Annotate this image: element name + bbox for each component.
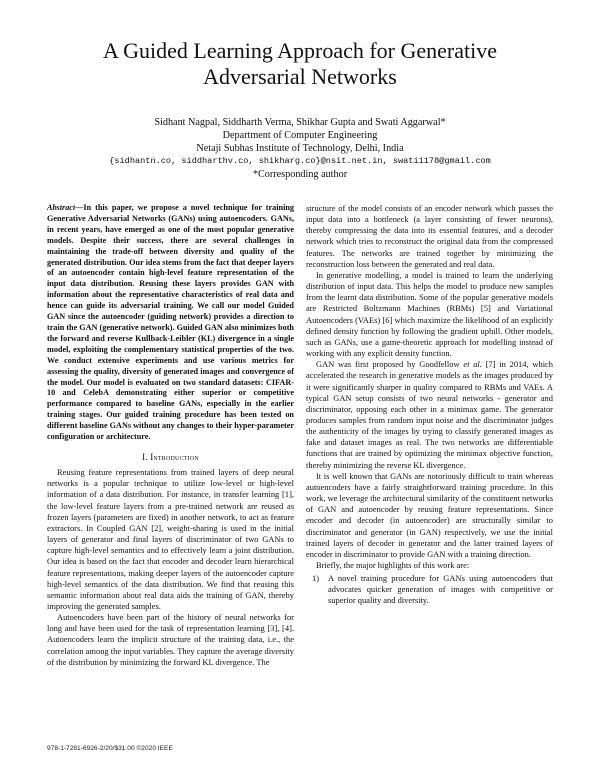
highlight-list-item-1: [306, 573, 553, 606]
institute: Netaji Subhas Institute of Technology, Delhi, India: [196, 143, 404, 154]
intro-paragraph-6: It is well known that GANs are notoriously difficult to train whereas autoencoders have a fairly straightforward training procedure. In this work, we leverage the architectural similarity of the constituent networks of GAN and autoencoder by reusing feature representations. Since encoder and decoder (in autoencoder) are structurally similar to discriminator and generator (in GAN) respectively, we use the initial trained layers of decoder in generator and the latter trained layers of encoder in discriminator to provide GAN with a training direction.: [306, 470, 553, 559]
author-names: Sidhant Nagpal, Siddharth Verma, Shikhar Gupta and Swati Aggarwal*: [154, 117, 446, 128]
right-column: [306, 203, 553, 607]
section-numeral: I.: [142, 451, 148, 462]
author-emails: {sidhantn.co, siddharthv.co, shikharg.co}@nsit.net.in, swati1178@gmail.com: [109, 156, 491, 166]
intro-paragraph-3: structure of the model consists of an encoder network which passes the input data into a bottleneck (a layer consisting of fewer neurons), thereby compressing the data into its essential features, and a decoder network which tries to reconstruct the original data from the compressed features. The networks are trained together by minimizing the reconstruction loss between the generated and real data.: [306, 203, 553, 269]
intro-paragraph-5: [306, 359, 553, 471]
et-al: et al.: [463, 359, 482, 370]
list-number: 1): [312, 573, 320, 584]
title-line-1: A Guided Learning Approach for Generative: [102, 38, 498, 63]
list-text: A novel training procedure for GANs using autoencoders that advocates quicker generation of images with competitive or superior quality and diversity.: [328, 573, 553, 606]
section-title: Introduction: [150, 451, 199, 462]
copyright-footer: 978-1-7281-6926-2/20/$31.00 ©2020 IEEE: [47, 745, 173, 752]
abstract-lead: Abstract: [47, 203, 76, 212]
para5-start: GAN was first proposed by Goodfellow: [316, 359, 464, 370]
author-block: [0, 116, 600, 181]
intro-paragraph-7: Briefly, the major highlights of this work are:: [316, 560, 470, 570]
intro-paragraph-2: Autoencoders have been part of the history of neural networks for long and have been used for the task of representation learning [3], [4]. Autoencoders learn the implicit structure of the training data, i.e., the correlation among the input variables. They capture the average diversity of the distribution by minimizing the forward KL divergence. The: [47, 612, 294, 667]
title-line-2: Adversarial Networks: [203, 64, 397, 89]
paper-title: [0, 38, 600, 90]
corresponding-author-note: *Corresponding author: [252, 169, 348, 180]
abstract: [47, 203, 294, 443]
left-column: [47, 203, 294, 668]
department: Department of Computer Engineering: [222, 130, 378, 141]
abstract-body: —In this paper, we propose a novel technique for training Generative Adversarial Networks (GANs) using autoencoders. GANs, in recent years, have emerged as one of the most popular generative models. Despite their success, there are several challenges in maintaining the trade-off between diversity and quality of the generated distribution. Our idea stems from the fact that deeper layers of an autoencoder contain high-level feature representation of the input data distribution. Reusing these layers provides GAN with information about the representative characteristics of real data and hence can guide its adversarial training. We call our model Guided GAN since the autoencoder (guiding network) provides a direction to train the GAN (generative network). Guided GAN also minimizes both the forward and reverse Kullback-Leibler (KL) divergence in a single model, exploiting the complementary statistical properties of the two. We conduct extensive experiments and use various metrics for assessing the quality, diversity of generated images and convergence of the model. Our model is evaluated on two standard datasets: CIFAR-10 and CelebA demonstrating either superior or competitive performance compared to baseline GANs, especially in the earlier training stages. Our guided training procedure has been tested on different baseline GANs without any changes to their hyper-parameter configuration or architecture.: [47, 203, 294, 442]
section-heading-introduction: [47, 452, 294, 463]
intro-paragraph-1: Reusing feature representations from trained layers of deep neural networks is a popular technique to utilize low-level or high-level information of a data distribution. For instance, in transfer learning [1], the low-level feature layers from a pre-trained network are reused as frozen layers (parameters are fixed) in another network, to act as feature extractors. In Coupled GAN [2], weight-sharing is used in the initial layers of generator and final layers of discriminator of two GANs to capture high-level semantics and to effectively learn a joint distribution. Our idea is based on the fact that encoder and decoder learn hierarchical feature representations, making deeper layers of the autoencoder capture high-level semantics of the data distribution. We find that reusing this semantic information about real data aids the training of GAN, thereby improving the generated samples.: [47, 467, 294, 611]
intro-paragraph-4: In generative modelling, a model is trained to learn the underlying distribution of input data. This helps the model to produce new samples from the learnt data distribution. Some of the popular generative models are Restricted Boltzmann Machines (RBMs) [5] and Variational Autoencoders (VAEs) [6] which maximize the likelihood of an explicitly defined density function by following the gradient uphill. Other models, such as GANs, use a game-theoretic approach for modelling instead of working with any explicit density function.: [306, 269, 553, 359]
para5-rest: [7] in 2014, which accelerated the research in generative models as the images produced by it were significantly sharper in quality compared to RBMs and VAEs. A typical GAN setup consists of two neural networks - generator and discriminator, opposing each other in a minimax game. The generator produces samples from random input noise and the discriminator judges the authenticity of the images by trying to classify generated images as fake and dataset images as real. The two networks are differentiable functions that are trained by optimizing the minimax objective function, thereby minimizing the reverse KL divergence.: [306, 359, 554, 470]
